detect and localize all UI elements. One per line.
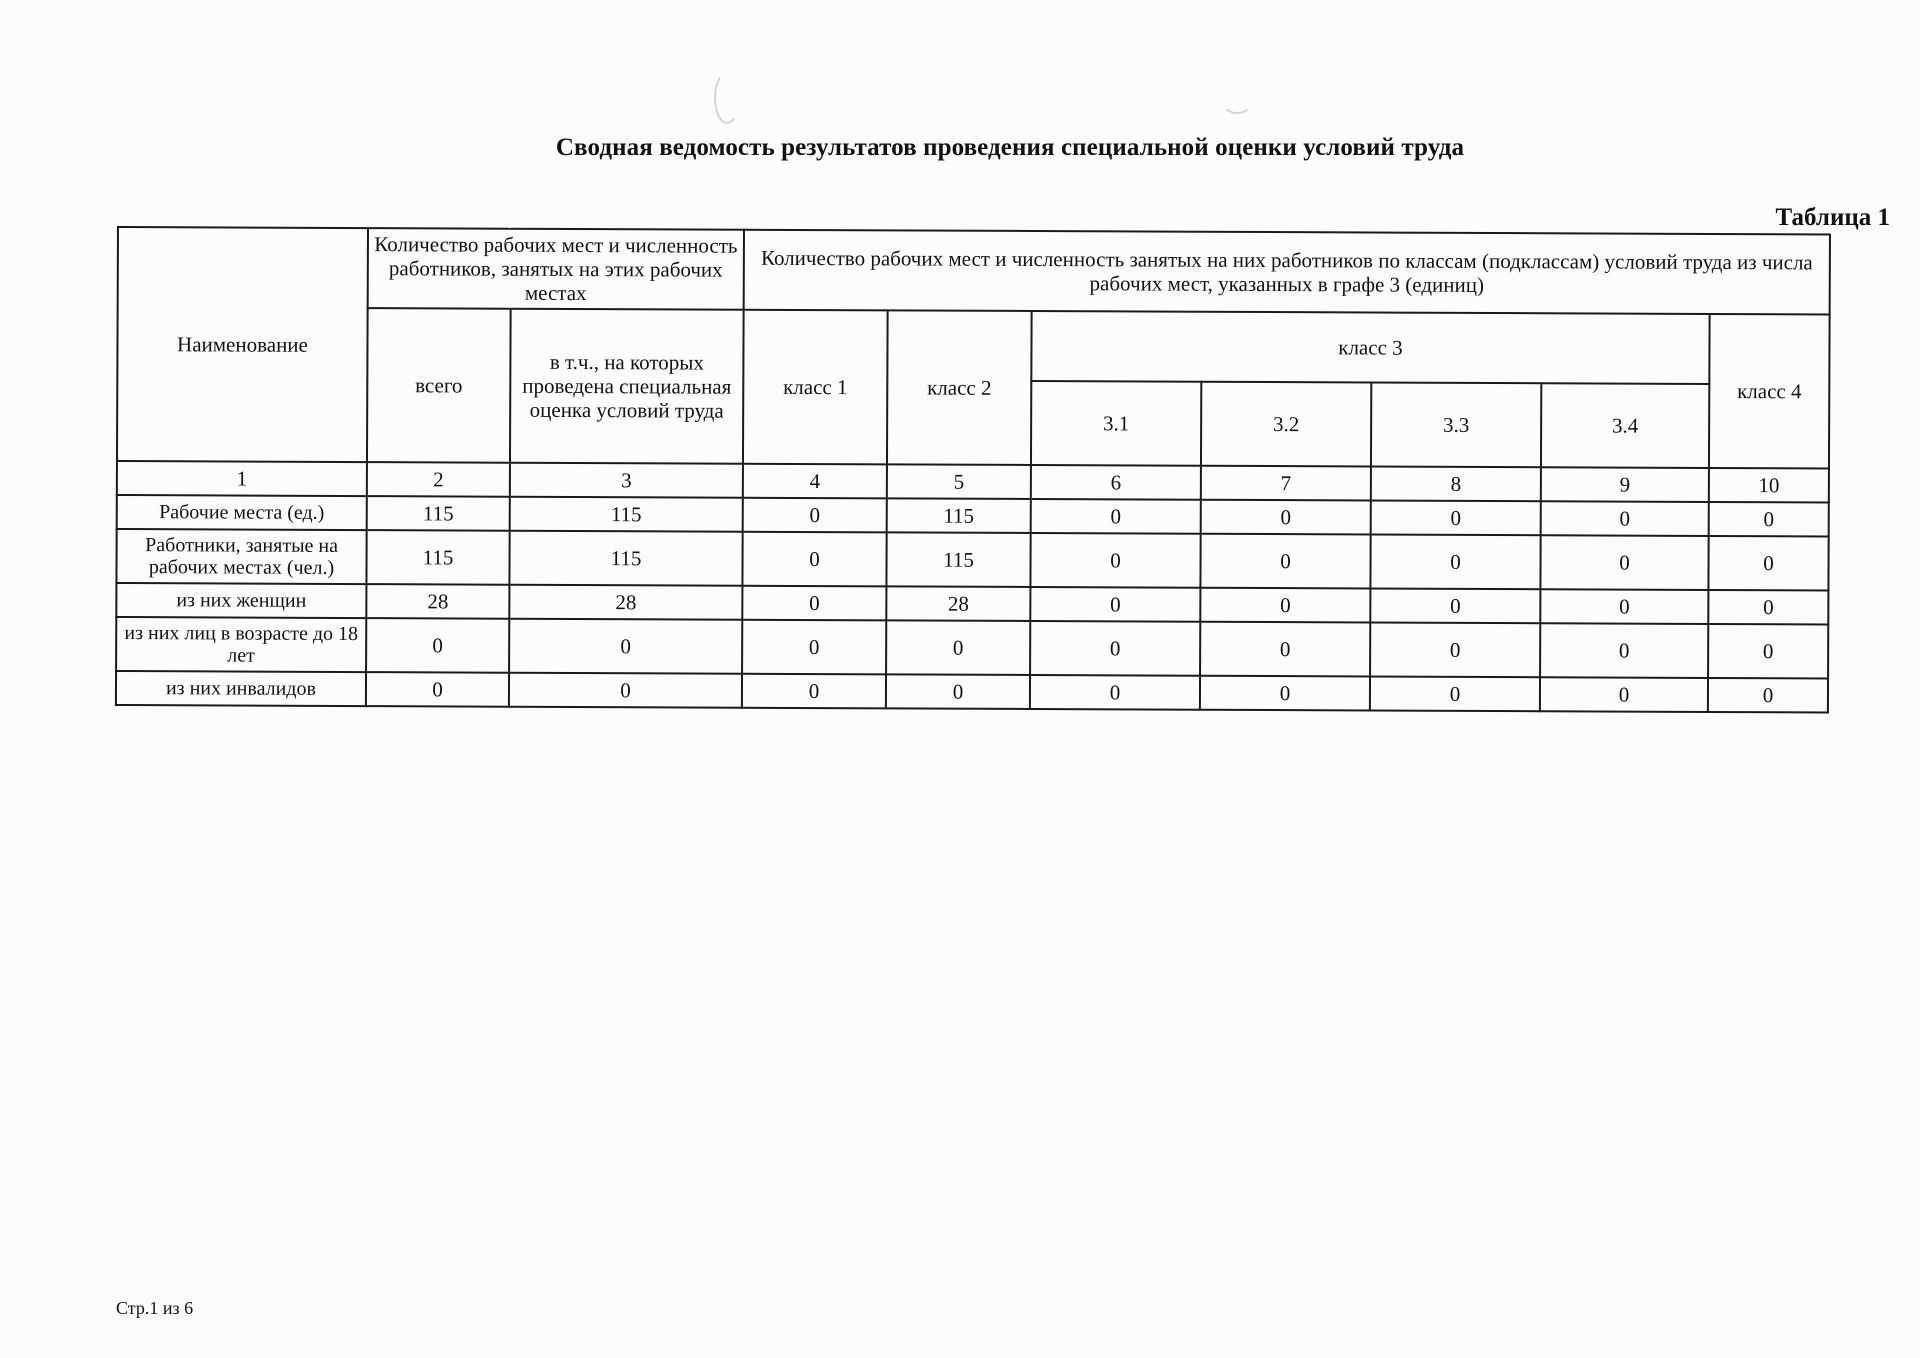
cell-value: 0 xyxy=(1370,676,1540,711)
header-total: всего xyxy=(367,308,511,463)
column-number: 5 xyxy=(887,464,1031,499)
row-name: из них женщин xyxy=(116,583,366,618)
column-number: 6 xyxy=(1031,465,1201,500)
header-classes-group: Количество рабочих мест и численность занятых на них работников по классам (подклассам) условий труда из числа рабочих мест, указанных в графе 3 (единиц) xyxy=(744,230,1830,315)
cell-value: 0 xyxy=(1201,500,1371,535)
column-number: 2 xyxy=(367,462,510,497)
cell-value: 0 xyxy=(743,498,887,533)
cell-value: 0 xyxy=(1708,678,1828,713)
cell-value: 0 xyxy=(1030,533,1200,588)
cell-value: 0 xyxy=(1031,499,1201,534)
cell-value: 115 xyxy=(367,496,510,531)
cell-value: 115 xyxy=(366,530,509,585)
cell-value: 0 xyxy=(742,620,886,675)
table-row-workers xyxy=(116,529,1828,590)
column-number: 4 xyxy=(743,464,887,499)
cell-value: 0 xyxy=(1030,621,1200,676)
summary-table xyxy=(115,226,1831,713)
cell-value: 0 xyxy=(1200,588,1370,623)
column-number: 1 xyxy=(117,461,367,496)
punch-hole-mark-right xyxy=(1222,90,1252,114)
header-subclass-3-3: 3.3 xyxy=(1371,382,1541,467)
cell-value: 115 xyxy=(887,498,1031,533)
table-row-disabled xyxy=(116,671,1828,712)
cell-value: 0 xyxy=(1540,677,1708,712)
cell-value: 0 xyxy=(1708,624,1828,679)
row-name: Рабочие места (ед.) xyxy=(117,495,367,530)
table-label: Таблица 1 xyxy=(1775,204,1890,231)
header-class-2: класс 2 xyxy=(887,310,1032,465)
cell-value: 0 xyxy=(1371,500,1541,535)
punch-hole-mark-left xyxy=(714,72,740,124)
cell-value: 0 xyxy=(1540,589,1708,624)
header-workplaces-group: Количество рабочих мест и численность работников, занятых на этих рабочих местах xyxy=(368,228,744,310)
cell-value: 0 xyxy=(1370,588,1540,623)
header-subclass-3-2: 3.2 xyxy=(1201,382,1371,467)
column-number: 7 xyxy=(1201,466,1371,501)
cell-value: 0 xyxy=(742,586,886,621)
cell-value: 0 xyxy=(1370,622,1540,677)
cell-value: 0 xyxy=(1200,622,1370,677)
cell-value: 0 xyxy=(1540,535,1708,590)
cell-value: 0 xyxy=(1200,534,1370,589)
cell-value: 28 xyxy=(886,586,1030,621)
cell-value: 28 xyxy=(366,584,509,619)
document-title: Сводная ведомость результатов проведения специальной оценки условий труда xyxy=(555,134,1465,161)
row-name: из них инвалидов xyxy=(116,671,366,706)
cell-value: 115 xyxy=(886,532,1030,587)
cell-value: 0 xyxy=(742,532,886,587)
header-assessed: в т.ч., на которых проведена специальная оценка условий труда xyxy=(510,309,744,464)
cell-value: 0 xyxy=(886,674,1030,709)
header-class-4: класс 4 xyxy=(1709,314,1830,469)
cell-value: 0 xyxy=(366,618,509,673)
cell-value: 0 xyxy=(1370,534,1540,589)
cell-value: 0 xyxy=(742,674,886,709)
cell-value: 0 xyxy=(1540,623,1708,678)
header-class-3: класс 3 xyxy=(1031,311,1709,384)
row-name: из них лиц в возрасте до 18 лет xyxy=(116,617,366,672)
cell-value: 115 xyxy=(509,531,742,586)
column-number: 3 xyxy=(510,463,743,498)
cell-value: 28 xyxy=(509,585,742,620)
table-row-minors xyxy=(116,617,1828,678)
header-subclass-3-1: 3.1 xyxy=(1031,381,1201,466)
row-name: Работники, занятые на рабочих местах (чел.) xyxy=(116,529,366,584)
cell-value: 0 xyxy=(366,672,509,707)
header-name: Наименование xyxy=(117,227,368,462)
cell-value: 0 xyxy=(1708,536,1828,591)
cell-value: 0 xyxy=(1030,675,1200,710)
header-class-1: класс 1 xyxy=(743,310,888,465)
column-number: 8 xyxy=(1371,466,1541,501)
cell-value: 0 xyxy=(886,620,1030,675)
cell-value: 0 xyxy=(1709,502,1829,537)
cell-value: 0 xyxy=(1708,590,1828,625)
cell-value: 0 xyxy=(509,619,742,674)
page-number: Стр.1 из 6 xyxy=(116,1298,194,1318)
header-subclass-3-4: 3.4 xyxy=(1541,383,1709,468)
cell-value: 0 xyxy=(1200,676,1370,711)
cell-value: 0 xyxy=(509,673,742,708)
column-number: 9 xyxy=(1541,467,1709,502)
cell-value: 0 xyxy=(1030,587,1200,622)
cell-value: 115 xyxy=(510,497,743,532)
cell-value: 0 xyxy=(1541,501,1709,536)
column-number: 10 xyxy=(1709,468,1829,503)
